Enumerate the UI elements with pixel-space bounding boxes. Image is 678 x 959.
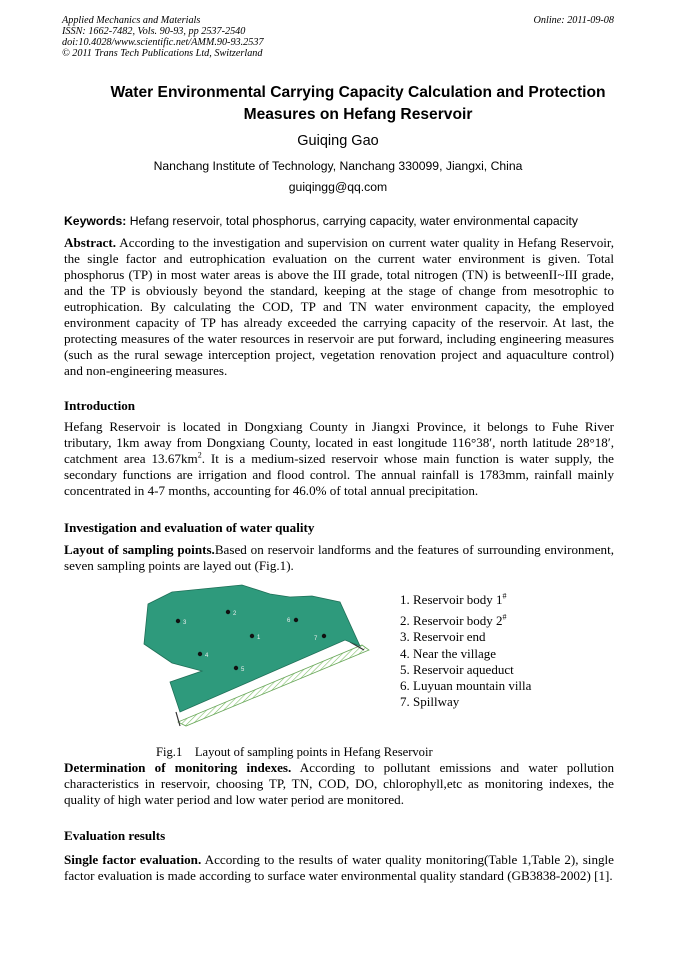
abstract-label: Abstract. — [64, 235, 116, 250]
paper-title-line1: Water Environmental Carrying Capacity Calculation and Protection — [110, 84, 606, 101]
author-name: Guiqing Gao — [297, 133, 379, 149]
keywords — [64, 213, 614, 229]
legend-item-3: 3. Reservoir end — [400, 629, 486, 645]
journal-info — [62, 15, 264, 59]
sampling-point-5-label: 5 — [241, 667, 245, 673]
affiliation: Nanchang Institute of Technology, Nanchang 330099, Jiangxi, China — [153, 159, 523, 173]
legend-item-1: 1. Reservoir body 1# — [400, 591, 507, 607]
layout-paragraph: Layout of sampling points.Based on reservoir landforms and the features of surrounding environment, seven sampling points are layed out (Fig.1). — [64, 542, 614, 573]
journal-copyright: © 2011 Trans Tech Publications Ltd, Switzerland — [62, 48, 263, 59]
sampling-point-3-label: 3 — [183, 620, 187, 626]
sampling-point-7-label: 7 — [314, 636, 318, 642]
investigation-heading: Investigation and evaluation of water quality — [64, 520, 315, 535]
journal-issn: ISSN: 1662-7482, Vols. 90-93, pp 2537-2540 — [62, 26, 246, 37]
abstract-text: According to the investigation and supervision on current water quality in Hefang Reservoir, the single factor and eutrophication evaluation on the current water environment is given. Total phosphorus (TP) in most water areas is above the III grade, total nitrogen (TN) is betweenII~III grade, and the TP is obviously beyond the standard, keeping at the stage of change from mesotrophic to eutrophication. By calculating the COD, TP and TN water environment capacity, the employed environment capacity of TP has already exceeded the carrying capacity of the reservoir. At last, the protecting measures of the water resources in reservoir are put forward, including engineering measures (such as the rural sewage interception project, vegetation renovation project and aquaculture control) and non-engineering measures. — [64, 235, 614, 378]
journal-doi: doi:10.4028/www.scientific.net/AMM.90-93.2537 — [62, 37, 264, 48]
evaluation-heading: Evaluation results — [64, 828, 166, 843]
sampling-point-2-label: 2 — [233, 611, 237, 617]
author-email[interactable]: guiqingg@qq.com — [288, 180, 388, 194]
monitoring-paragraph: Determination of monitoring indexes. According to pollutant emissions and water pollution characteristics in reservoir, choosing TP, TN, COD, DO, chlorophyll,etc as monitoring indexes, the quality of high water period and low water period are monitored. — [64, 760, 614, 807]
legend-item-2: 2. Reservoir body 2# — [400, 612, 507, 629]
introduction-heading: Introduction — [64, 398, 136, 413]
reservoir-map-figure — [140, 584, 372, 730]
keywords-text: Hefang reservoir, total phosphorus, carrying capacity, water environmental capacity — [126, 214, 578, 228]
evaluation-label: Single factor evaluation. — [64, 852, 202, 867]
figure-caption: Fig.1 Layout of sampling points in Hefang Reservoir — [156, 745, 433, 759]
sampling-point-1-label: 1 — [257, 635, 261, 641]
journal-name: Applied Mechanics and Materials — [62, 15, 201, 26]
paper-title-line2: Measures on Hefang Reservoir — [243, 106, 473, 123]
layout-label: Layout of sampling points. — [64, 542, 215, 557]
dam-start-marker — [176, 712, 180, 726]
legend-item-7: 7. Spillway — [400, 694, 460, 710]
legend-item-4: 4. Near the village — [400, 645, 497, 661]
legend-item-6: 6. Luyuan mountain villa — [400, 678, 532, 694]
legend-item-5: 5. Reservoir aqueduct — [400, 661, 514, 677]
online-date: Online: 2011-09-08 — [533, 15, 614, 26]
introduction-text: Hefang Reservoir is located in Dongxiang County in Jiangxi Province, it belongs to Fuhe River tributary, 1km away from Dongxiang County, located in east longitude 116°38′, north latitude 28°18′, catchment area $13.67km^2$. It is a medium-sized reservoir whose main function is water supply, the secondary functions are irrigation and flood control. The annual rainfall is 1783mm, rainfall mainly concentrated in 4-7 months, accounting for 46.0% of total annual precipitation. — [64, 419, 614, 498]
evaluation-paragraph: Single factor evaluation. According to the results of water quality monitoring(Table 1,Table 2), single factor evaluation is made according to surface water environmental quality standard (GB3838-2002) [1]. — [64, 852, 614, 883]
abstract — [64, 235, 614, 379]
monitoring-label: Determination of monitoring indexes. — [64, 760, 292, 775]
sampling-point-6-label: 6 — [287, 618, 291, 624]
sampling-point-4-label: 4 — [205, 653, 209, 659]
keywords-label: Keywords: — [64, 214, 127, 228]
figure-legend — [400, 592, 531, 710]
